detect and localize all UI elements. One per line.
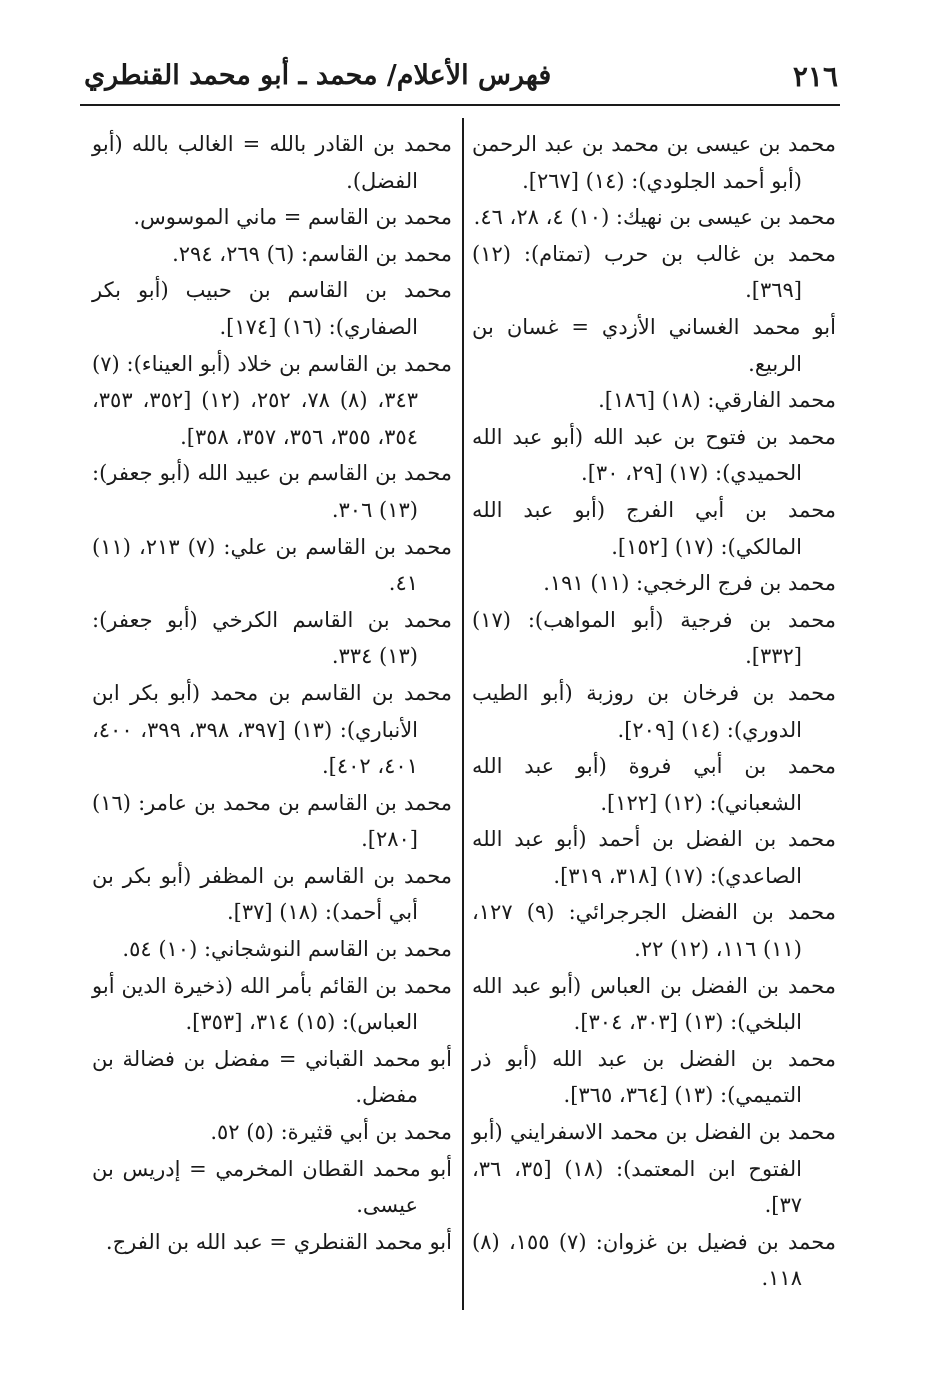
index-entry: محمد بن القادر بالله = الغالب بالله (أبو الفضل). xyxy=(92,132,452,193)
index-entry: محمد بن فضيل بن غزوان: (٧) ١٥٥، (٨) ١١٨. xyxy=(472,1229,837,1291)
index-entry: محمد بن القاسم = ماني الموسوس. xyxy=(133,205,452,230)
index-entry: محمد بن أبي فروة (أبو عبد الله الشعباني): (١٢) [١٢٢]. xyxy=(472,754,836,815)
index-entry: محمد بن القاسم النوشجاني: (١٠) ٥٤. xyxy=(122,937,452,962)
index-entry: أبو محمد القطان المخرمي = إدريس بن عيسى. xyxy=(92,1156,452,1218)
page-header xyxy=(80,54,840,104)
column-divider xyxy=(462,118,464,1310)
page-number: ٢١٦ xyxy=(792,60,838,93)
index-entry: محمد بن فرجية (أبو المواهب): (١٧) [٣٣٢]. xyxy=(472,607,836,669)
index-entry: محمد بن الفضل الجرجرائي: (٩) ١٢٧، (١١) ١١٦، (١٢) ٢٢. xyxy=(472,900,836,962)
index-entry: محمد بن فتوح بن عبد الله (أبو عبد الله الحميدي): (١٧) [٢٩، ٣٠]. xyxy=(472,424,836,486)
header-rule xyxy=(80,104,840,106)
index-entry: أبو محمد القباني = مفضل بن فضالة بن مفضل. xyxy=(92,1046,452,1108)
index-entry: محمد بن فرج الرخجي: (١١) ١٩١. xyxy=(543,571,836,596)
index-entry: محمد بن أبي قثيرة: (٥) ٥٢. xyxy=(210,1120,452,1145)
index-entry: محمد بن القاسم: (٦) ٢٦٩، ٢٩٤. xyxy=(172,241,452,266)
index-entry: محمد بن الفضل بن أحمد (أبو عبد الله الصاعدي): (١٧) [٣١٨، ٣١٩]. xyxy=(472,827,836,888)
index-column-right xyxy=(472,126,836,1297)
index-entry: محمد بن فرخان بن روزبة (أبو الطيب الدوري): (١٤) [٢٠٩]. xyxy=(472,680,836,742)
index-entry: محمد بن القاسم الكرخي (أبو جعفر): (١٣) ٣٣٤. xyxy=(92,607,452,669)
index-entry: محمد بن أبي الفرج (أبو عبد الله المالكي): (١٧) [١٥٢]. xyxy=(472,497,836,559)
index-entry: محمد بن القاسم بن محمد (أبو بكر ابن الأنباري): (١٣) [٣٩٧، ٣٩٨، ٣٩٩، ٤٠٠، ٤٠١، ٤٠٢]. xyxy=(92,680,452,779)
index-entry: محمد بن القاسم بن حبيب (أبو بكر الصفاري): (١٦) [١٧٤]. xyxy=(92,278,452,339)
index-entry: محمد بن القائم بأمر الله (ذخيرة الدين أبو العباس): (١٥) ٣١٤، [٣٥٣]. xyxy=(92,973,452,1035)
index-entry: أبو محمد الغساني الأزدي = غسان بن الربيع. xyxy=(472,314,836,376)
index-entry: محمد بن الفضل بن العباس (أبو عبد الله البلخي): (١٣) [٣٠٣، ٣٠٤]. xyxy=(472,973,836,1035)
index-entry: محمد بن عيسى بن نهيك: (١٠) ٤، ٢٨، ٤٦. xyxy=(473,205,836,230)
index-column-left xyxy=(92,126,452,1260)
index-entry: محمد بن القاسم بن علي: (٧) ٢١٣، (١١) ٤١. xyxy=(92,534,453,596)
running-title: فهرس الأعلام/ محمد ـ أبو محمد القنطري xyxy=(84,60,552,91)
index-entry: محمد الفارقي: (١٨) [١٨٦]. xyxy=(598,388,836,413)
index-entry: محمد بن القاسم بن عبيد الله (أبو جعفر): (١٣) ٣٠٦. xyxy=(92,461,452,522)
index-entry: محمد بن القاسم بن خلاد (أبو العيناء): (٧) ٣٤٣، (٨) ٧٨، ٢٥٢، (١٢) [٣٥٢، ٣٥٣، ٣٥٤، ٣٥٥، ٣٥٦، ٣٥٧، ٣٥٨]. xyxy=(92,351,452,449)
index-entry: محمد بن عيسى بن محمد بن عبد الرحمن (أبو أحمد الجلودي): (١٤) [٢٦٧]. xyxy=(472,132,836,193)
index-entry: أبو محمد القنطري = عبد الله بن الفرج. xyxy=(105,1229,452,1254)
index-entry: محمد بن القاسم بن المظفر (أبو بكر بن أبي أحمد): (١٨) [٣٧]. xyxy=(92,863,452,925)
index-entry: محمد بن الفضل بن محمد الاسفرايني (أبو الفتوح ابن المعتمد): (١٨) [٣٥، ٣٦، ٣٧]. xyxy=(472,1120,836,1218)
index-entry: محمد بن الفضل بن عبد الله (أبو ذر التميمي): (١٣) [٣٦٤، ٣٦٥]. xyxy=(472,1046,836,1108)
index-entry: محمد بن القاسم بن محمد بن عامر: (١٦) [٢٨٠]. xyxy=(92,790,452,852)
index-entry: محمد بن غالب بن حرب (تمتام): (١٢) [٣٦٩]. xyxy=(472,241,836,303)
